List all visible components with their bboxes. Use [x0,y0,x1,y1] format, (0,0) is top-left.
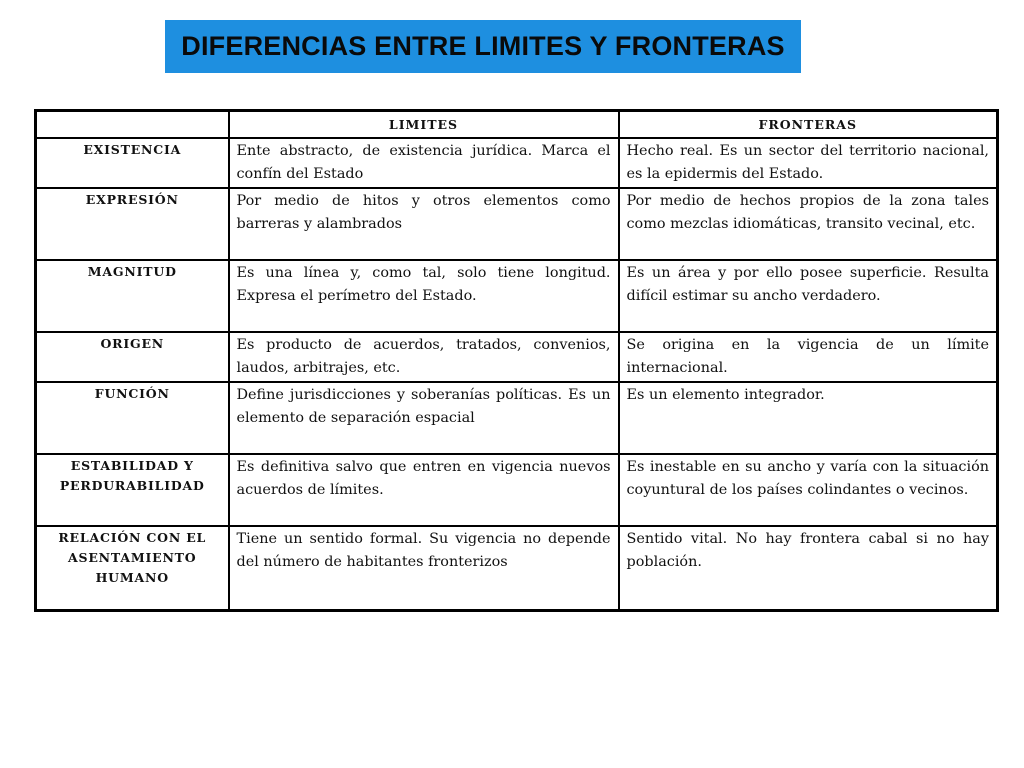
header-limites: LIMITES [229,111,619,139]
cell-fronteras: Es un área y por ello posee superficie. Resulta difícil estimar su ancho verdadero. [619,260,998,332]
comparison-table-container [34,109,996,609]
row-label-origen: ORIGEN [36,332,229,382]
row-label-relacion: RELACIÓN CON EL ASENTAMIENTO HUMANO [36,526,229,610]
row-label-magnitud: MAGNITUD [36,260,229,332]
header-corner [36,111,229,139]
cell-limites: Ente abstracto, de existencia jurídica. Marca el confín del Estado [229,138,619,188]
table-row [36,260,998,332]
cell-fronteras: Sentido vital. No hay frontera cabal si no hay población. [619,526,998,610]
cell-limites: Define jurisdicciones y soberanías políticas. Es un elemento de separación espacial [229,382,619,454]
cell-limites: Es producto de acuerdos, tratados, convenios, laudos, arbitrajes, etc. [229,332,619,382]
cell-fronteras: Es un elemento integrador. [619,382,998,454]
slide-title: DIFERENCIAS ENTRE LIMITES Y FRONTERAS [181,31,785,61]
cell-limites: Tiene un sentido formal. Su vigencia no depende del número de habitantes fronterizos [229,526,619,610]
table-row [36,188,998,260]
table-row [36,454,998,526]
table-header-row [36,111,998,139]
row-label-funcion: FUNCIÓN [36,382,229,454]
cell-limites: Es una línea y, como tal, solo tiene longitud. Expresa el perímetro del Estado. [229,260,619,332]
cell-limites: Es definitiva salvo que entren en vigencia nuevos acuerdos de límites. [229,454,619,526]
cell-limites: Por medio de hitos y otros elementos como barreras y alambrados [229,188,619,260]
cell-fronteras: Es inestable en su ancho y varía con la situación coyuntural de los países colindantes o vecinos. [619,454,998,526]
row-label-estabilidad: ESTABILIDAD Y PERDURABILIDAD [36,454,229,526]
table-row [36,382,998,454]
title-banner [165,20,801,73]
table-row [36,138,998,188]
table-row [36,332,998,382]
header-fronteras: FRONTERAS [619,111,998,139]
comparison-table [34,109,999,612]
cell-fronteras: Se origina en la vigencia de un límite internacional. [619,332,998,382]
cell-fronteras: Por medio de hechos propios de la zona tales como mezclas idiomáticas, transito vecinal, etc. [619,188,998,260]
cell-fronteras: Hecho real. Es un sector del territorio nacional, es la epidermis del Estado. [619,138,998,188]
row-label-existencia: EXISTENCIA [36,138,229,188]
row-label-expresion: EXPRESIÓN [36,188,229,260]
table-row [36,526,998,610]
